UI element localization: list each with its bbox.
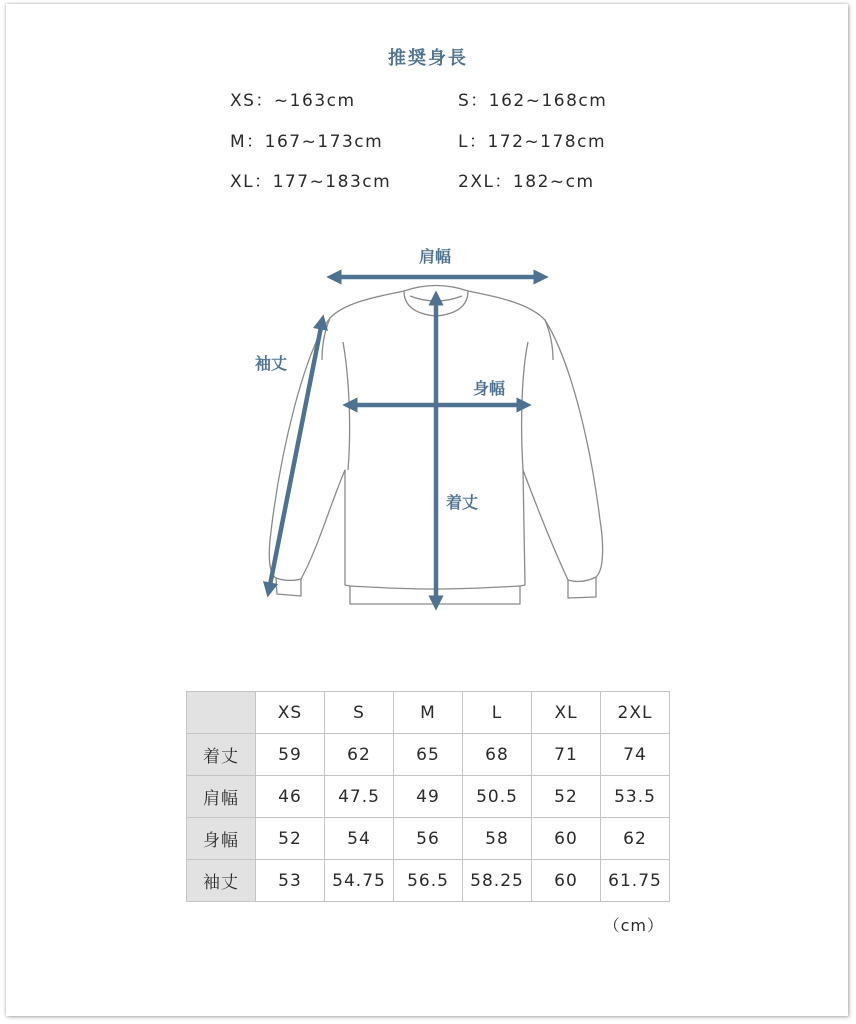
table-cell: 61.75	[601, 860, 670, 902]
header-xl: XL	[532, 692, 601, 734]
row-label-chest: 身幅	[187, 818, 256, 860]
table-cell: 53	[256, 860, 325, 902]
table-cell: 50.5	[463, 776, 532, 818]
table-cell: 62	[601, 818, 670, 860]
header-xs: XS	[256, 692, 325, 734]
table-cell: 60	[532, 860, 601, 902]
header-m: M	[394, 692, 463, 734]
table-row	[187, 734, 670, 776]
row-label-length: 着丈	[187, 734, 256, 776]
table-cell: 56	[394, 818, 463, 860]
shoulder-label: 肩幅	[418, 247, 452, 266]
table-cell: 58	[463, 818, 532, 860]
recommended-m: M：167~173cm	[230, 132, 384, 152]
table-row	[187, 818, 670, 860]
table-cell: 56.5	[394, 860, 463, 902]
table-cell: 47.5	[325, 776, 394, 818]
size-table	[186, 691, 670, 902]
table-header-row	[187, 692, 670, 734]
recommended-l: L：172~178cm	[458, 132, 607, 152]
header-l: L	[463, 692, 532, 734]
table-cell: 62	[325, 734, 394, 776]
recommended-s: S：162~168cm	[458, 91, 608, 111]
table-cell: 59	[256, 734, 325, 776]
header-2xl: 2XL	[601, 692, 670, 734]
table-row	[187, 776, 670, 818]
table-cell: 54.75	[325, 860, 394, 902]
recommended-xl: XL：177~183cm	[230, 172, 392, 192]
length-label: 着丈	[446, 493, 479, 512]
table-cell: 68	[463, 734, 532, 776]
table-corner-cell	[187, 692, 256, 734]
sleeve-label: 袖丈	[255, 354, 288, 373]
table-cell: 52	[256, 818, 325, 860]
unit-label: （cm）	[603, 916, 664, 935]
table-cell: 53.5	[601, 776, 670, 818]
recommended-xs: XS：~163cm	[230, 91, 356, 111]
table-cell: 49	[394, 776, 463, 818]
row-label-sleeve: 袖丈	[187, 860, 256, 902]
table-cell: 71	[532, 734, 601, 776]
chest-label: 身幅	[473, 379, 506, 398]
table-cell: 52	[532, 776, 601, 818]
recommended-2xl: 2XL：182~cm	[458, 172, 595, 192]
header-s: S	[325, 692, 394, 734]
table-cell: 54	[325, 818, 394, 860]
row-label-shoulder: 肩幅	[187, 776, 256, 818]
table-row	[187, 860, 670, 902]
table-cell: 74	[601, 734, 670, 776]
table-cell: 46	[256, 776, 325, 818]
recommended-height-title: 推奨身長	[388, 48, 468, 69]
table-cell: 65	[394, 734, 463, 776]
table-cell: 60	[532, 818, 601, 860]
table-cell: 58.25	[463, 860, 532, 902]
